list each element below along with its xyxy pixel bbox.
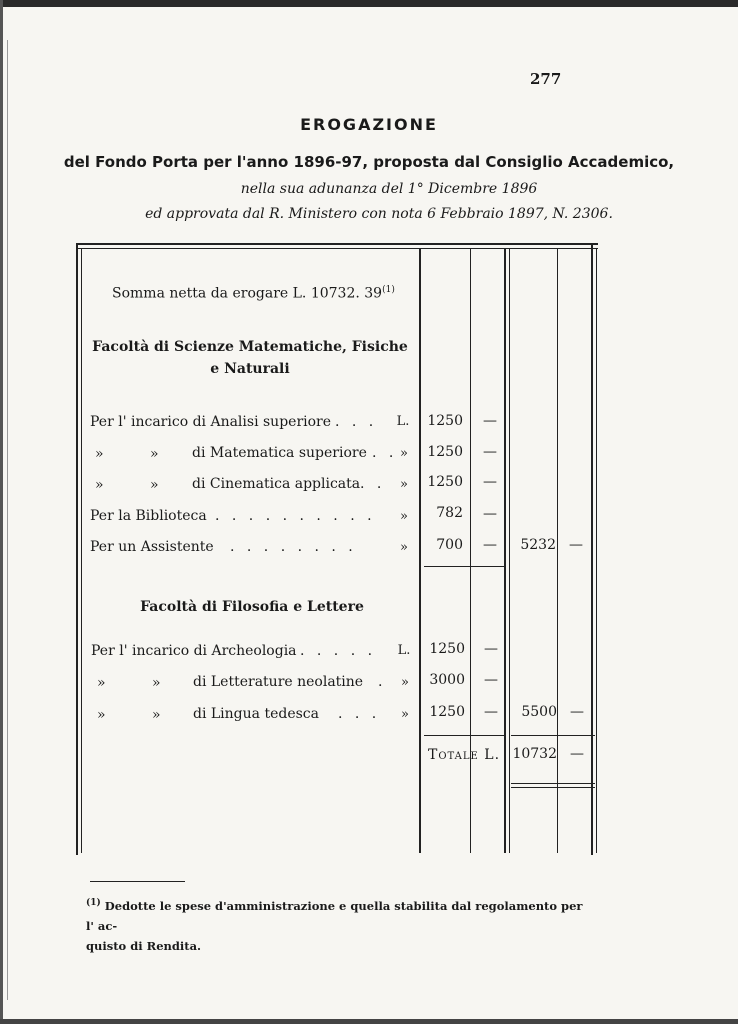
total-double-rule-1 bbox=[511, 783, 595, 784]
row-ditto-1: » bbox=[97, 675, 106, 691]
row-amount: 1250 bbox=[429, 641, 465, 657]
row-label: Per l' incarico di Analisi superiore bbox=[90, 414, 332, 430]
row-amount: 1250 bbox=[429, 704, 465, 720]
row-cents: — bbox=[483, 444, 497, 460]
table-left-border bbox=[76, 243, 78, 855]
row-dots: . . . . . . . . . . bbox=[215, 508, 376, 524]
subtotal-sum-rule bbox=[511, 735, 595, 736]
col-subtotal-divider bbox=[557, 248, 558, 853]
row-dots: . . . bbox=[335, 414, 378, 430]
total-cents: — bbox=[570, 746, 584, 762]
table-left-border-inner bbox=[81, 248, 82, 853]
row-ditto-1: » bbox=[95, 477, 104, 493]
section-heading-line2: e Naturali bbox=[210, 361, 290, 377]
footnote-line1 bbox=[86, 893, 586, 936]
table-top-rule bbox=[76, 243, 598, 245]
section-heading-line1: Facoltà di Scienze Matematiche, Fisiche bbox=[92, 339, 408, 355]
row-amount: 782 bbox=[436, 505, 463, 521]
row-label: Per un Assistente bbox=[90, 539, 214, 555]
row-subtotal-cents: — bbox=[570, 704, 584, 720]
row-ditto-1: » bbox=[95, 446, 104, 462]
footnote-rule bbox=[90, 881, 185, 882]
row-label: Per l' incarico di Archeologia bbox=[91, 643, 297, 659]
total-double-rule-2 bbox=[511, 787, 595, 788]
section-heading-philosophy: Facoltà di Filosofia e Lettere bbox=[140, 599, 364, 615]
table-right-border-inner bbox=[596, 248, 597, 853]
footnote-line2: quisto di Rendita. bbox=[86, 938, 202, 953]
page-subtitle: del Fondo Porta per l'anno 1896-97, proposta dal Consiglio Accademico, bbox=[63, 153, 675, 171]
row-currency-marker: » bbox=[401, 707, 409, 722]
row-label: Per la Biblioteca bbox=[90, 508, 207, 524]
footnote-mark: (1) bbox=[86, 898, 101, 908]
row-label: di Matematica superiore bbox=[192, 445, 367, 461]
footnote bbox=[86, 893, 586, 956]
row-dots: . . . . . bbox=[300, 643, 377, 659]
row-currency-marker: » bbox=[400, 509, 408, 524]
row-ditto-2: » bbox=[152, 707, 161, 723]
row-cents: — bbox=[484, 704, 498, 720]
meeting-line: nella sua adunanza del 1° Dicembre 1896 bbox=[240, 181, 538, 197]
row-dots: . . bbox=[372, 445, 398, 461]
row-currency-marker: » bbox=[400, 477, 408, 492]
row-currency-marker: L. bbox=[396, 414, 410, 429]
row-currency-marker: » bbox=[400, 446, 408, 461]
row-cents: — bbox=[484, 641, 498, 657]
row-amount: 3000 bbox=[429, 672, 465, 688]
col-subtotal-left-inner bbox=[509, 248, 510, 853]
footnote-text: Dedotte le spese d'amministrazione e quella stabilita dal regolamento per l' ac- bbox=[86, 898, 583, 933]
row-ditto-1: » bbox=[97, 707, 106, 723]
col-subtotal-left bbox=[504, 248, 506, 853]
net-sum-note-ref: (1) bbox=[382, 285, 395, 295]
row-dots: . bbox=[378, 674, 387, 690]
table-top-rule-inner bbox=[76, 248, 598, 249]
row-dots: . . bbox=[360, 476, 386, 492]
net-sum-line bbox=[112, 285, 395, 302]
section2-sum-rule bbox=[424, 735, 504, 736]
row-label: di Lingua tedesca bbox=[193, 706, 319, 722]
row-label: di Cinematica applicata bbox=[192, 476, 361, 492]
row-ditto-2: » bbox=[150, 477, 159, 493]
total-label: Totale L. bbox=[428, 747, 501, 763]
approval-line: ed approvata dal R. Ministero con nota 6 Febbraio 1897, N. 2306. bbox=[145, 206, 613, 222]
row-subtotal: 5232 bbox=[520, 537, 556, 553]
table-right-border bbox=[591, 243, 593, 855]
row-amount: 1250 bbox=[427, 413, 463, 429]
row-amount: 1250 bbox=[427, 474, 463, 490]
page-bottom-edge bbox=[0, 1019, 738, 1024]
row-cents: — bbox=[483, 474, 497, 490]
row-amount: 700 bbox=[436, 537, 463, 553]
row-cents: — bbox=[484, 672, 498, 688]
row-subtotal: 5500 bbox=[521, 704, 557, 720]
section1-sum-rule bbox=[424, 566, 504, 567]
page-title: EROGAZIONE bbox=[300, 115, 438, 134]
row-ditto-2: » bbox=[150, 446, 159, 462]
row-currency-marker: » bbox=[401, 675, 409, 690]
row-label: di Letterature neolatine bbox=[193, 674, 364, 690]
row-currency-marker: L. bbox=[397, 643, 411, 658]
row-dots: . . . . . . . . bbox=[230, 539, 357, 555]
net-sum-label: Somma netta da erogare L. 10732. 39 bbox=[112, 285, 383, 302]
row-cents: — bbox=[483, 413, 497, 429]
page-number: 277 bbox=[530, 70, 562, 88]
row-currency-marker: » bbox=[400, 540, 408, 555]
row-cents: — bbox=[483, 537, 497, 553]
row-dots: . . . bbox=[338, 706, 381, 722]
section-heading-sciences bbox=[85, 336, 415, 380]
row-amount: 1250 bbox=[427, 444, 463, 460]
total-amount: 10732 bbox=[512, 746, 557, 762]
page-top-edge bbox=[0, 0, 738, 7]
row-ditto-2: » bbox=[152, 675, 161, 691]
row-subtotal-cents: — bbox=[569, 537, 583, 553]
row-cents: — bbox=[483, 506, 497, 522]
